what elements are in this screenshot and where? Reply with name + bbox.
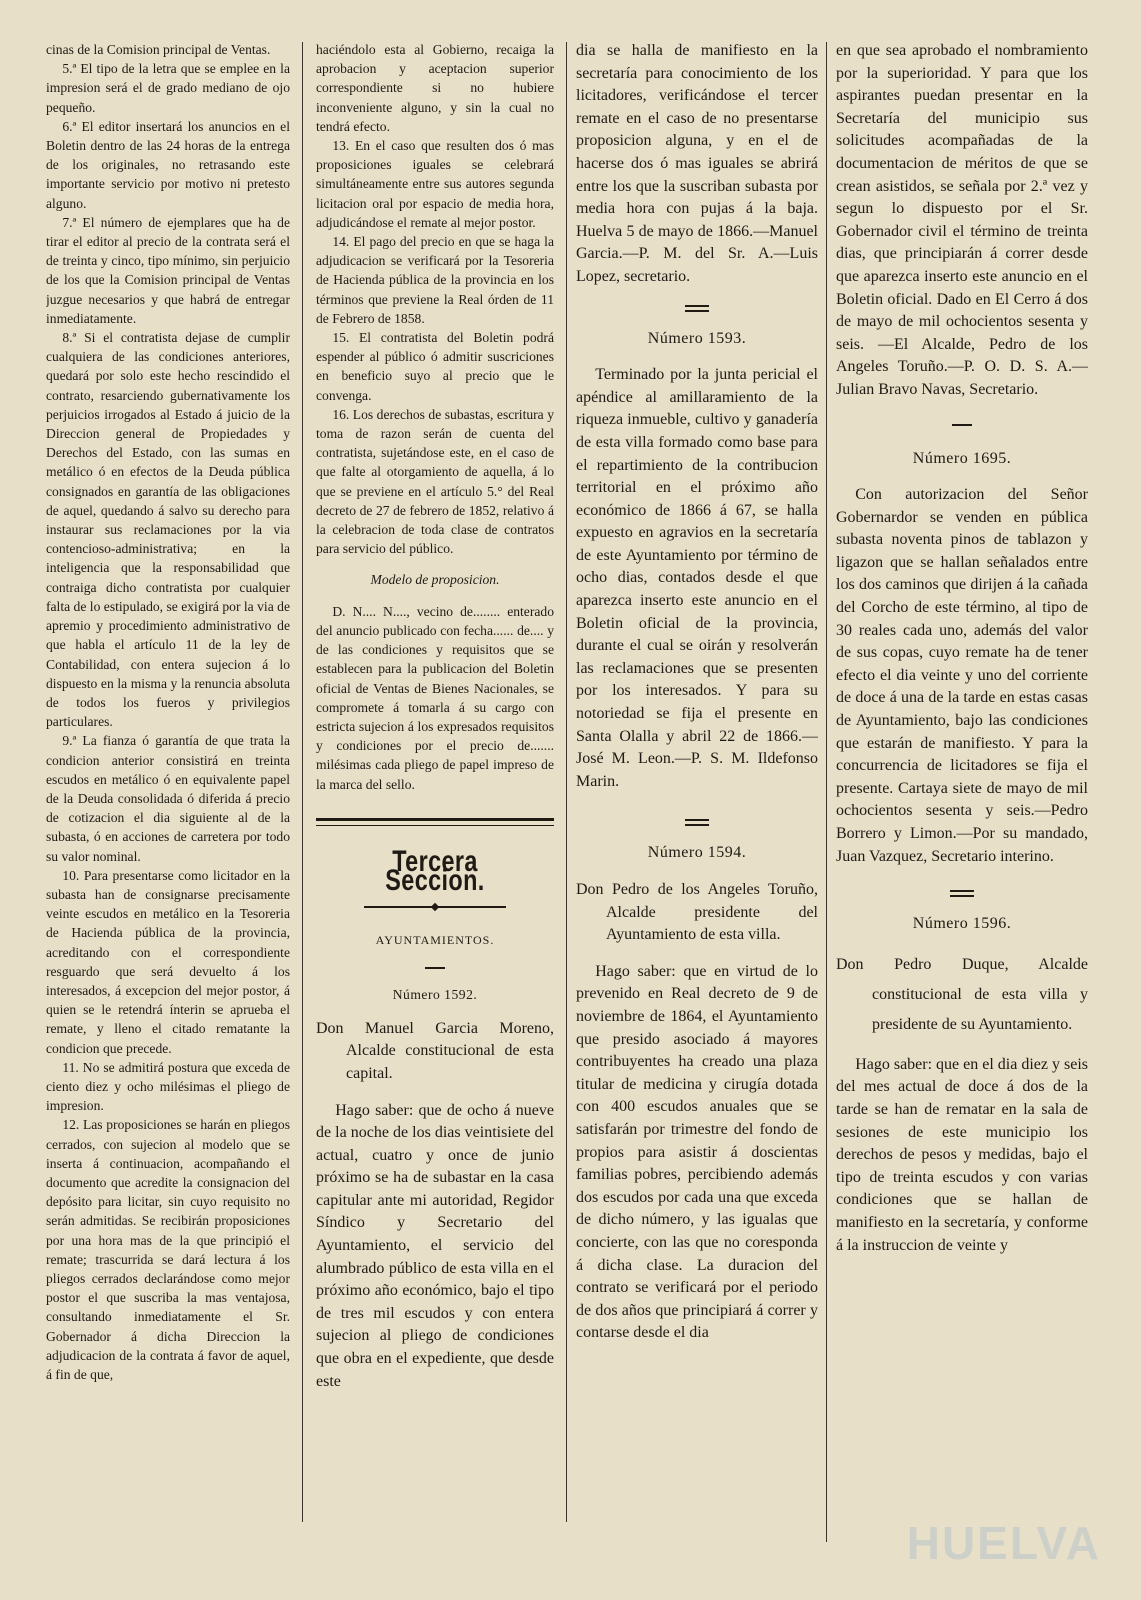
paragraph: haciéndolo esta al Gobierno, recaiga la aprobacion y aceptacion superior correspondiente si no hubiere inconveniente alguno, y sin la cual no tendrá efecto. [316, 42, 554, 134]
paragraph: 6.ª El editor insertará los anuncios en el Boletin dentro de las 24 horas de la entrega de los originales, no retrasando este importante servicio por motivo ni pretesto alguno. [46, 118, 290, 211]
short-dash [425, 967, 445, 969]
column-4 [836, 40, 1088, 1590]
paragraph: 5.ª El tipo de la letra que se emplee en la impresion será el de grado mediano de ojo pequeño. [46, 61, 290, 115]
notice-number: Número 1593. [647, 329, 747, 347]
notice-text: Hago saber: que en virtud de lo prevenido en Real decreto de 9 de noviembre de 1864, el Ayuntamiento que presido asociado á mayores contribuyentes ha creado una plaza titular de medicina y cirugía dotada con 400 escudos anuales que se satisfarán por trimestre del fondo de propios para asistir á doscientas familias pobres, percibiendo además dos escudos por cada una que exceda de dicho número, y las igualas que concierte, con las que no coresponda á dicha clase. La duracion del contrato se verificará por el periodo de dos años que principiará á correr y contarse desde el dia [576, 962, 818, 1342]
column-1 [46, 40, 290, 1590]
column-rule [826, 42, 827, 1542]
model-text: D. N.... N...., vecino de........ enterado del anuncio publicado con fecha...... de.... y de las condiciones y requisitos que se establecen para la publicacion del Boletin oficial de Ventas de Bienes Nacionales, se compromete á tomarla á su cargo con estricta sujecion á los expresados requisitos y condiciones por el precio de....... milésimas cada pliego de papel impreso de la marca del sello. [316, 603, 554, 792]
column-rule [302, 42, 303, 1522]
notice-text: Hago saber: que de ocho á nueve de la noche de los dias veintisiete del actual, cuatro y once de junio próximo se ha de subastar en la casa capitular ante mi autoridad, Regidor Síndico y Secretario del Ayuntamiento, el servicio del alumbrado público de esta villa en el próximo año económico, bajo el tipo de tres mil escudos y con entera sujecion al pliego de condiciones que obra en el expediente, que desde este [316, 1101, 554, 1390]
double-dash [950, 890, 974, 897]
paragraph: 10. Para presentarse como licitador en la subasta han de consignarse precisamente veinte escudos en metálico en la Tesoreria de Hacienda pública de la provincia, acreditando con el correspondiente resguardo que será devuelto á los interesados, á excepcion del mejor postor, á quien se le retendrá ínterin se aprueba el remate, y lleno el citado rematante la condicion que precede. [46, 867, 290, 1056]
paragraph: 11. No se admitirá postura que exceda de ciento diez y ocho milésimas el pliego de impresion. [46, 1059, 290, 1114]
paragraph: cinas de la Comision principal de Ventas. [46, 42, 271, 57]
notice-number: Número 1596. [912, 915, 1012, 933]
notice-number: Número 1594. [647, 844, 747, 862]
notice-text: Con autorizacion del Señor Gobernardor se venden en pública subasta noventa pinos de tablazon y ligazon que se hallan señalados entre los dos caminos que dirijen á la cañada del Corcho de este término, al tipo de 30 reales cada uno, además del valor de sus copas, cuyo remate ha de tener efecto el dia veinte y uno del corriente de doce á una de la tarde en estas casas de Ayuntamiento, bajo las condiciones que estarán de manifiesto. Y para la concurrencia de licitadores se fija el presente. Cartaya siete de mayo de mil ochocientos sesenta y seis.—Pedro Borrero y Limon.—Por su mandado, Juan Vazquez, Secretario interino. [836, 486, 1088, 865]
section-title: Tercera Seccion. [385, 844, 485, 897]
notice-number: Número 1695. [912, 449, 1012, 467]
ornament-rule [316, 896, 554, 915]
notice-text: Hago saber: que en el dia diez y seis del mes actual de doce á dos de la tarde se han de rematar en la sala de sesiones de este municipio los derechos de pesos y medidas, bajo el tipo de treinta escudos y con varias condiciones que se hallan de manifiesto en la secretaría, y conforme á la instruccion de veinte y [836, 1055, 1088, 1254]
paragraph: 14. El pago del precio en que se haga la adjudicacion se verificará por la Tesoreria de Hacienda pública de la provincia en los términos que previene la Real órden de 11 de Febrero de 1858. [316, 234, 554, 326]
paragraph: dia se halla de manifiesto en la secretaría para conocimiento de los licitadores, verificándose el tercer remate en el caso de no presentarse proposicion alguna, y en el de hacerse dos ó mas iguales se abrirá entre los que la suscriban subasta por media hora con pujas á la baja. Huelva 5 de mayo de 1866.—Manuel Garcia.—P. M. del Sr. A.—Luis Lopez, secretario. [576, 42, 818, 285]
paragraph: en que sea aprobado el nombramiento por la superioridad. Y para que los aspirantes puedan presentar en la Secretaría del municipio sus solicitudes acompañadas de la documentacion de méritos de que se crean asistidos, se señala por 2.ª vez y segun lo dispuesto por el Sr. Gobernador civil el término de treinta dias, que principiarán á correr desde que aparezca inserto este anuncio en el Boletin oficial. Dado en El Cerro á dos de mayo de mil ochocientos sesenta y seis. —El Alcalde, Pedro de los Angeles Toruño.—P. O. D. S. A.—Julian Bravo Navas, Secretario. [836, 42, 1088, 398]
library-watermark: HUELVA [906, 1517, 1101, 1569]
model-heading: Modelo de proposicion. [370, 572, 500, 588]
notice-heading: Don Pedro de los Angeles Toruño, Alcalde presidente del Ayuntamiento de esta villa. [576, 881, 818, 944]
section-divider [316, 818, 554, 821]
paragraph: 12. Las proposiciones se harán en pliegos cerrados, con sujecion al modelo que se inserta á continuacion, acompañando el documento que acredite la consignacion del depósito para licitar, sin cuyo requisito no serán admitidas. Se recibirán proposiciones por una hora mas de la que principió el remate; trascurrida se dará lectura á los pliegos cerrados declarándose como mejor postor el que suscriba la mas ventajosa, consultando inmediatamente el Sr. Gobernador á dicha Direccion la adjudicacion de la contrata á favor de aquel, á fin de que, [46, 1117, 290, 1383]
section-divider-thin [316, 825, 554, 826]
paragraph: 8.ª Si el contratista dejase de cumplir cualquiera de las condiciones anteriores, quedará por solo este hecho rescindido el contrato, resarciendo gubernativamente los perjuicios irrogados al Estado á juicio de la Direccion general de Propiedades y Derechos del Estado, con las sumas en metálico ó en efectos de la Deuda pública consignados en garantía de las obligaciones de aquel, quedando á salvo su derecho para instaurar sus reclamaciones por la via contencioso-administrativa; en la inteligencia que la responsabilidad que contraiga dicho contratista por cualquier falta de lo estipulado, se exigirá por la via de apremio y procedimiento administrativo de que habla el artículo 11 de la ley de Contabilidad, con entera sujecion á lo dispuesto en la misma y la renuncia absoluta de todos los fueros y privilegios particulares. [46, 330, 290, 730]
double-dash [685, 819, 709, 826]
short-dash [952, 424, 972, 426]
paragraph: 13. En el caso que resulten dos ó mas proposiciones iguales se celebrará simultáneamente entre sus autores segunda licitacion oral por espacio de media hora, adjudicándose el remate al mejor postor. [316, 138, 554, 230]
notice-number: Número 1592. [392, 986, 478, 1002]
section-subheading: AYUNTAMIENTOS. [375, 933, 495, 948]
notice-heading: Don Manuel Garcia Moreno, Alcalde constitucional de esta capital. [316, 1019, 554, 1082]
column-2 [316, 40, 554, 1590]
notice-heading: Don Pedro Duque, Alcalde constitucional de esta villa y presidente de su Ayuntamiento. [836, 955, 1088, 1033]
paragraph: 7.ª El número de ejemplares que ha de tirar el editor al precio de la contrata será el de treinta y cinco, tipo mínimo, sin perjuicio de los que la Comision principal de Ventas juzgue necesarios y que habrá de entregar inmediatamente. [46, 214, 290, 326]
column-rule [566, 42, 567, 1522]
paragraph: 16. Los derechos de subastas, escritura y toma de razon serán de cuenta del contratista, sujetándose este, en el caso de que falte al otorgamiento de aquella, á lo que se previene en el artículo 5.° del Real decreto de 27 de febrero de 1852, relativo á la celebracion de toda clase de contratos para servicio del público. [316, 406, 554, 557]
column-3 [576, 40, 818, 1590]
double-dash [685, 305, 709, 312]
notice-text: Terminado por la junta pericial el apéndice al amillaramiento de la riqueza inmueble, cultivo y ganadería de esta villa formado como base para el repartimiento de la contribucion territorial en el próximo año económico de 1866 á 67, se halla expuesto en agravios en la secretaría de este Ayuntamiento por término de ocho dias, contados desde el que aparezca inserto este anuncio en el Boletin oficial de la provincia, durante el cual se oirán y resolverán las reclamaciones que se presenten por los interesados. Y para su notoriedad se fija el presente en Santa Olalla y abril 22 de 1866.—José M. Leon.—P. S. M. Ildefonso Marin. [576, 366, 818, 790]
paragraph: 15. El contratista del Boletin podrá espender al público ó admitir suscriciones en beneficio suyo al precio que le convenga. [316, 330, 554, 403]
paragraph: 9.ª La fianza ó garantía de que trata la condicion anterior consistirá en treinta escudos en metálico ó en equivalente papel de la Deuda consolidada ó diferida á precio de cotizacion el dia siguiente al de la subasta, ó en acciones de carretera por todo su valor nominal. [46, 733, 290, 864]
